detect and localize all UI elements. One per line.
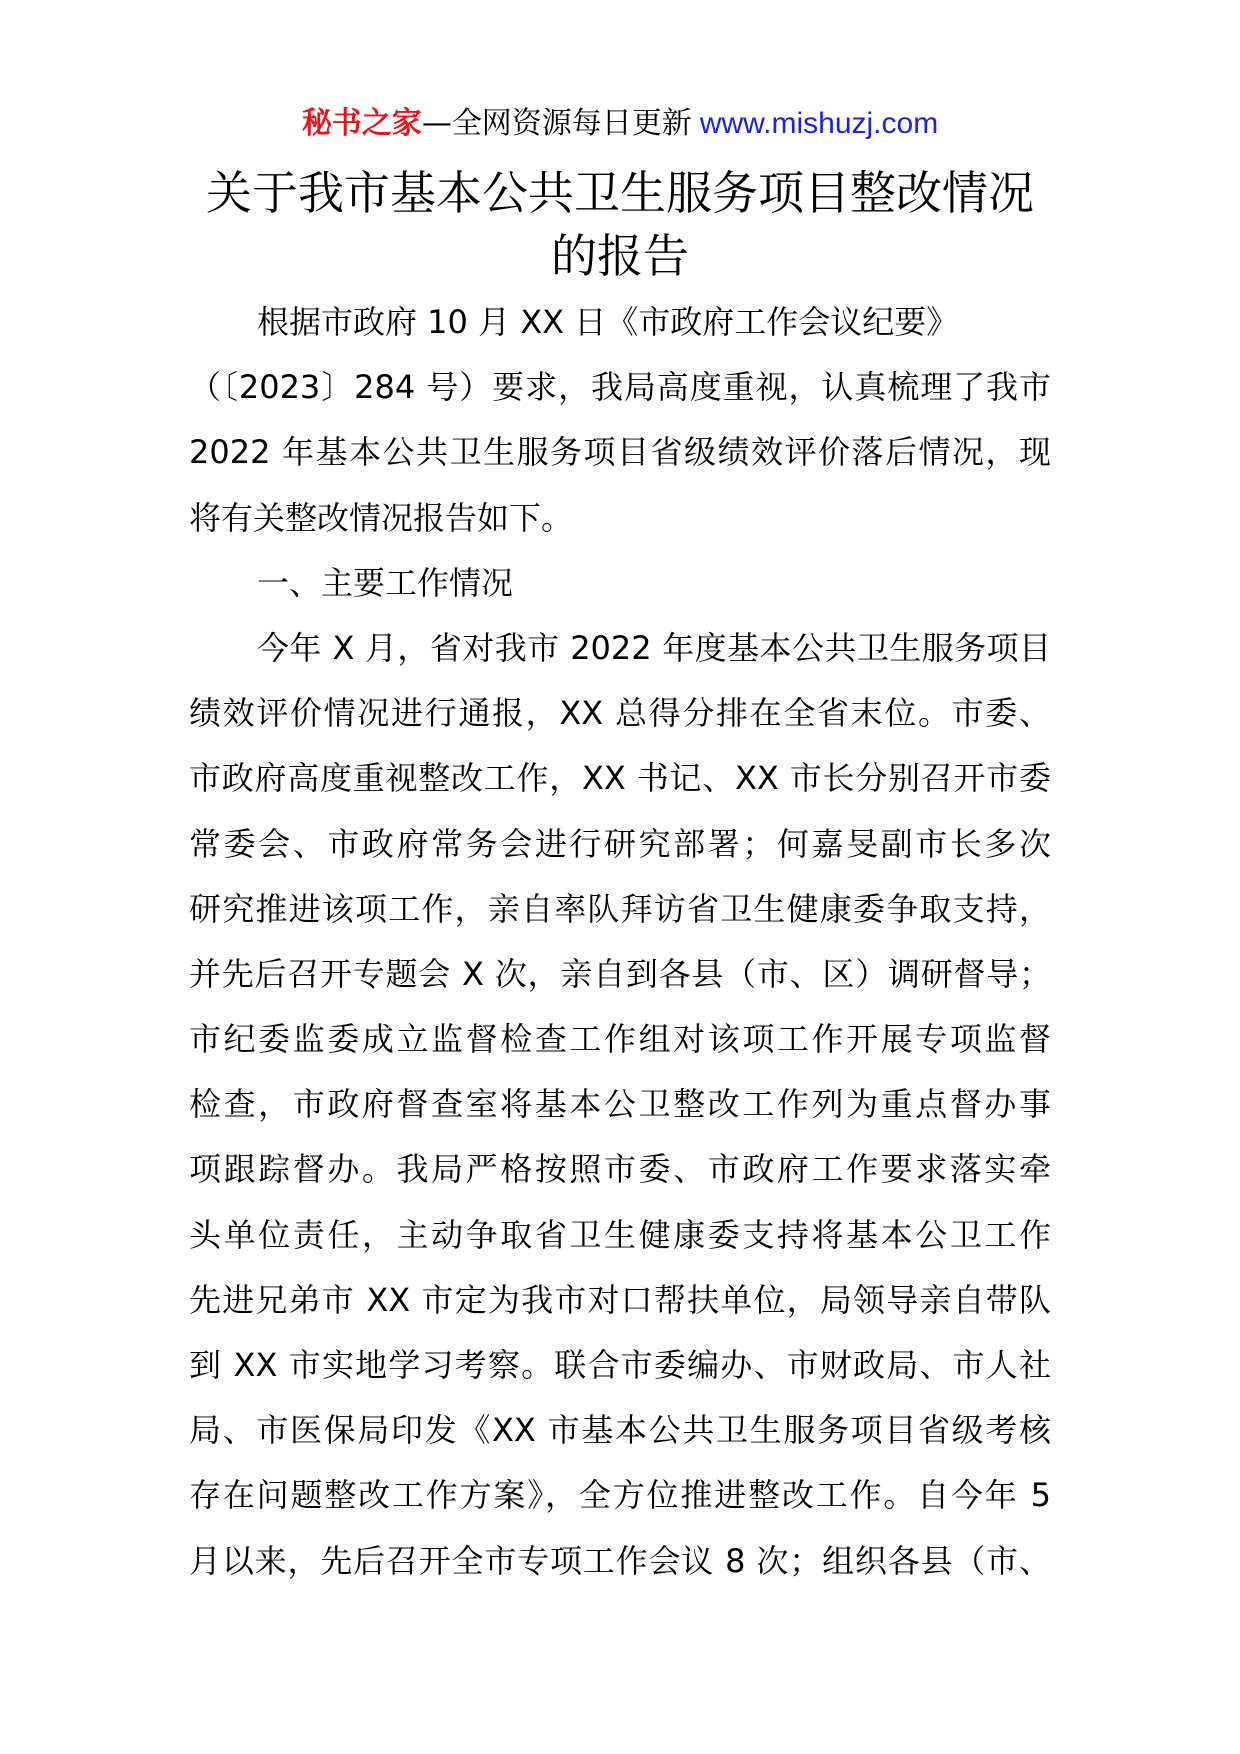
text-line: 项跟踪督办。我局严格按照市委、市政府工作要求落实牵 [189, 1150, 1051, 1189]
text-line: （〔2023〕284 号）要求，我局高度重视，认真梳理了我市 [189, 368, 1051, 407]
text-line: 今年 X 月，省对我市 2022 年度基本公共卫生服务项目 [257, 628, 1051, 667]
text-line: 研究推进该项工作，亲自率队拜访省卫生健康委争取支持， [189, 889, 1051, 928]
text-line: 先进兄弟市 XX 市定为我市对口帮扶单位，局领导亲自带队 [189, 1280, 1051, 1319]
text-line: 月以来，先后召开全市专项工作会议 8 次；组织各县（市、 [189, 1541, 1051, 1580]
section-heading [189, 551, 1051, 616]
text-line: 头单位责任，主动争取省卫生健康委支持将基本公卫工作 [189, 1215, 1051, 1254]
document-title [0, 162, 1240, 288]
title-line: 关于我市基本公共卫生服务项目整改情况 [206, 166, 1034, 220]
text-line: 2022 年基本公共卫生服务项目省级绩效评价落后情况，现 [189, 433, 1051, 472]
text-line: 局、市医保局印发《XX 市基本公共卫生服务项目省级考核 [189, 1411, 1051, 1450]
text-line: 市纪委监委成立监督检查工作组对该项工作开展专项监督 [189, 1020, 1051, 1059]
text-line: 根据市政府 10 月 XX 日《市政府工作会议纪要》 [257, 303, 959, 341]
text-line: 存在问题整改工作方案》，全方位推进整改工作。自今年 5 [189, 1476, 1051, 1515]
header-tagline: —全网资源每日更新 [421, 106, 692, 141]
text-line: 到 XX 市实地学习考察。联合市委编办、市财政局、市人社 [189, 1346, 1051, 1384]
document-body [189, 290, 1051, 1594]
paragraph-intro [189, 290, 1051, 551]
brand-name: 秘书之家 [301, 106, 422, 141]
text-line: 检查，市政府督查室将基本公卫整改工作列为重点督办事 [189, 1085, 1051, 1124]
site-header [0, 104, 1240, 144]
site-url: www.mishuzj.com [699, 107, 939, 140]
title-line: 的报告 [551, 229, 689, 283]
paragraph-main-work [189, 616, 1051, 1594]
text-line: 将有关整改情况报告如下。 [189, 498, 574, 537]
text-line: 绩效评价情况进行通报，XX 总得分排在全省末位。市委、 [189, 694, 1051, 733]
text-line: 并先后召开专题会 X 次，亲自到各县（市、区）调研督导； [189, 954, 1051, 993]
section-heading-text: 一、主要工作情况 [257, 563, 514, 602]
text-line: 常委会、市政府常务会进行研究部署；何嘉旻副市长多次 [189, 824, 1051, 863]
text-line: 市政府高度重视整改工作，XX 书记、XX 市长分别召开市委 [189, 759, 1051, 798]
